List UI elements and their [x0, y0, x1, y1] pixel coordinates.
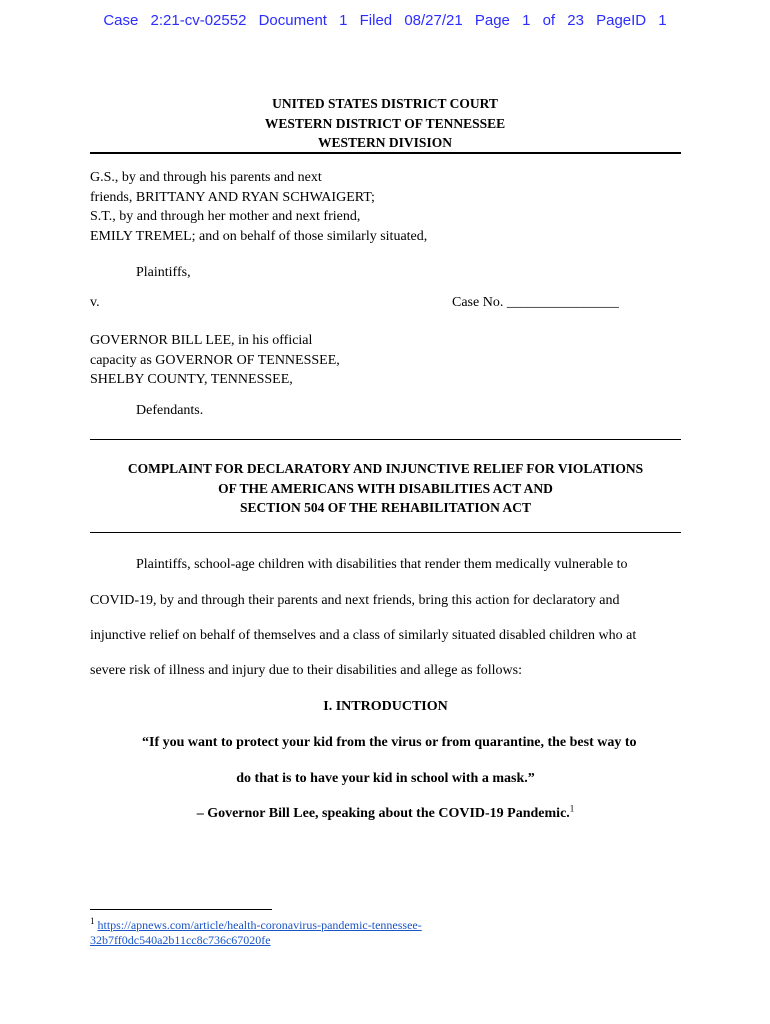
plaintiffs-label: Plaintiffs, [136, 265, 191, 280]
filing-header-stamp: Case 2:21-cv-02552 Document 1 Filed 08/27/21 Page 1 of 23 PageID 1 [103, 12, 667, 29]
footnote-reference[interactable]: 1 [569, 803, 575, 814]
intro-paragraph-line: injunctive relief on behalf of themselves and a class of similarly situated disabled children who at [90, 628, 637, 643]
plaintiff-line: friends, BRITTANY AND RYAN SCHWAIGERT; [90, 189, 375, 205]
intro-paragraph-line: Plaintiffs, school-age children with disabilities that render them medically vulnerable to [136, 557, 628, 572]
defendant-line: GOVERNOR BILL LEE, in his official [90, 333, 313, 348]
title-line: OF THE AMERICANS WITH DISABILITIES ACT AND [218, 480, 553, 496]
court-division: WESTERN DIVISION [318, 135, 452, 150]
quote-line: “If you want to protect your kid from the virus or from quarantine, the best way to [142, 735, 637, 750]
footnote-link-continued[interactable]: 32b7ff0dc540a2b11cc8c736c67020fe [90, 933, 271, 947]
plaintiff-line: EMILY TREMEL; and on behalf of those similarly situated, [90, 228, 428, 244]
intro-paragraph-line: COVID-19, by and through their parents and next friends, bring this action for declaratory and [90, 593, 620, 608]
court-caption [90, 94, 680, 153]
caption-divider [90, 152, 681, 154]
versus-label: v. [90, 295, 100, 310]
defendant-line: SHELBY COUNTY, TENNESSEE, [90, 372, 293, 387]
plaintiffs-block [90, 168, 427, 246]
title-top-rule [90, 439, 681, 440]
plaintiff-line: G.S., by and through his parents and next [90, 170, 322, 185]
court-district: WESTERN DISTRICT OF TENNESSEE [264, 115, 506, 131]
court-name: UNITED STATES DISTRICT COURT [272, 96, 498, 111]
footnote [90, 918, 422, 948]
quote-line: do that is to have your kid in school with a mask.” [236, 771, 535, 786]
defendants-block [90, 331, 340, 390]
quote-attribution [90, 803, 681, 822]
defendant-line: capacity as GOVERNOR OF TENNESSEE, [90, 352, 340, 368]
case-number-field: Case No. ________________ [452, 295, 619, 310]
attribution-text: – Governor Bill Lee, speaking about the COVID-19 Pandemic. [196, 806, 570, 821]
section-heading: I. INTRODUCTION [323, 699, 448, 714]
footnote-divider [90, 909, 272, 910]
complaint-title [90, 459, 681, 518]
footnote-link[interactable]: https://apnews.com/article/health-coronavirus-pandemic-tennessee- [97, 918, 422, 932]
title-bottom-rule [90, 532, 681, 533]
intro-paragraph-line: severe risk of illness and injury due to their disabilities and allege as follows: [90, 663, 522, 678]
plaintiff-line: S.T., by and through her mother and next friend, [90, 209, 361, 224]
footnote-number: 1 [90, 916, 95, 926]
defendants-label: Defendants. [136, 403, 204, 418]
title-line: SECTION 504 OF THE REHABILITATION ACT [240, 500, 531, 515]
title-line: COMPLAINT FOR DECLARATORY AND INJUNCTIVE RELIEF FOR VIOLATIONS [127, 461, 644, 476]
